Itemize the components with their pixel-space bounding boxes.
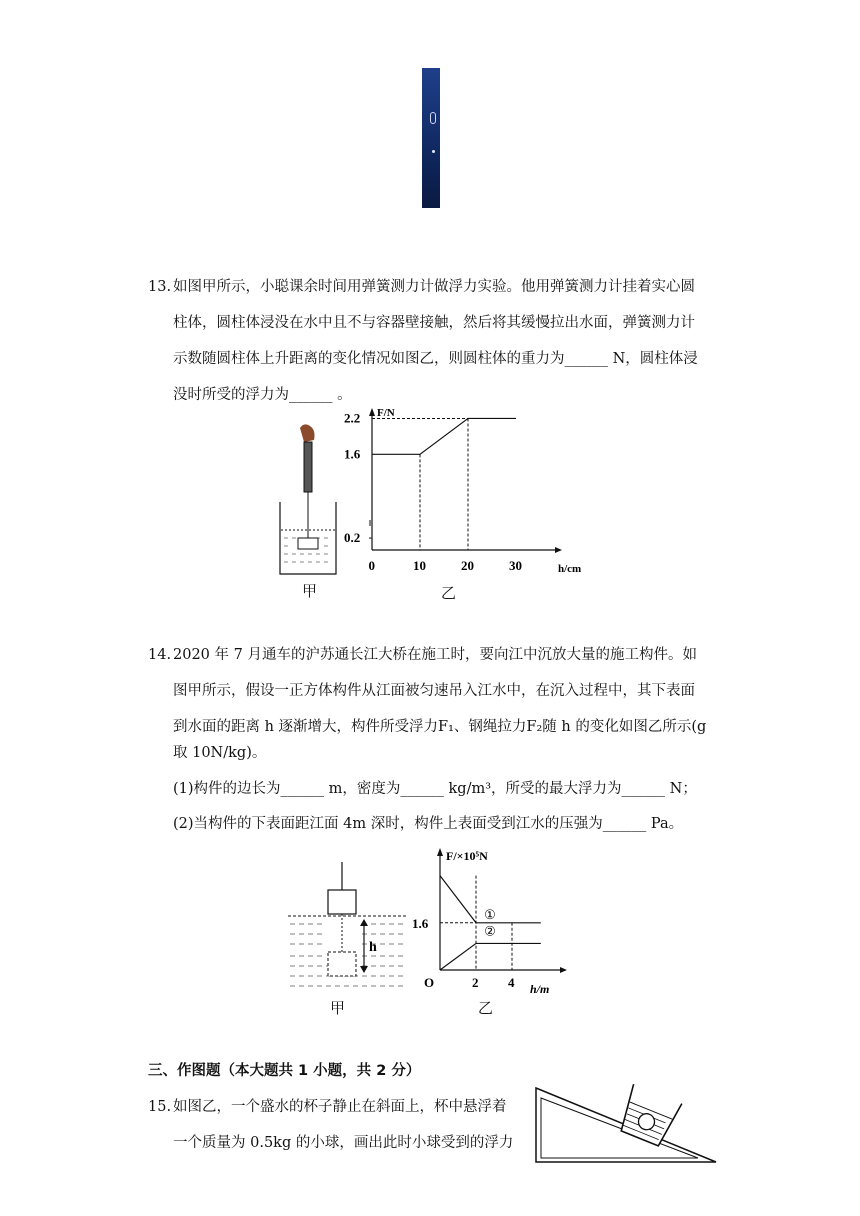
x-tick-label-0: 0	[368, 558, 375, 573]
question-13-number: 13.	[148, 279, 172, 295]
x-axis-label: h/m	[530, 982, 550, 996]
q14-component-diagram	[286, 862, 412, 992]
spring-scale	[304, 442, 312, 492]
x-axis-label: h/cm	[558, 563, 582, 575]
y-axis-label: F/N	[377, 407, 395, 419]
question-14-number: 14.	[148, 647, 172, 663]
q13-line-4: 没时所受的浮力为______ 。	[173, 387, 352, 403]
series-line	[372, 418, 516, 454]
q15-line-2: 一个质量为 0.5kg 的小球，画出此时小球受到的浮力	[173, 1135, 514, 1151]
y-tick-label-1.6: 1.6	[344, 446, 361, 462]
q14-caption-jia: 甲	[330, 999, 346, 1017]
q14-caption-yi: 乙	[478, 999, 494, 1017]
series-label-2: ②	[484, 923, 496, 939]
q13-apparatus-diagram	[272, 420, 342, 585]
y-tick-label-2.2: 2.2	[344, 410, 361, 426]
q13-line-2: 柱体，圆柱体浸没在水中且不与容器壁接触，然后将其缓慢拉出水面，弹簧测力计	[173, 315, 695, 331]
y-axis-arrow	[437, 848, 443, 856]
q14-line-6: (2)当构件的下表面距江面 4m 深时，构件上表面受到江水的压强为______ Pa。	[173, 816, 684, 832]
q14-force-depth-chart	[412, 842, 572, 997]
y-tick-label-1.6: 1.6	[412, 915, 429, 931]
q13-force-height-chart	[340, 400, 600, 582]
q15-incline-diagram	[530, 1080, 722, 1166]
x-tick-label-20: 20	[461, 558, 474, 573]
q14-line-4: 取 10N/kg)。	[173, 745, 267, 761]
component-in-water	[328, 952, 356, 976]
x-axis-arrow	[560, 967, 567, 973]
origin-label: O	[424, 975, 435, 990]
q13-line-1: 如图甲所示，小聪课余时间用弹簧测力计做浮力实验。他用弹簧测力计挂着实心圆	[173, 279, 695, 295]
x-axis-arrow	[555, 547, 562, 553]
h-label: h	[369, 940, 377, 955]
q13-line-3: 示数随圆柱体上升距离的变化情况如图乙，则圆柱体的重力为______ N，圆柱体浸	[173, 351, 698, 367]
y-axis-arrow	[369, 408, 375, 416]
q14-line-2: 图甲所示，假设一正方体构件从江面被匀速吊入江水中，在沉入过程中，其下表面	[173, 683, 695, 699]
q15-line-1: 如图乙，一个盛水的杯子静止在斜面上，杯中悬浮着	[173, 1099, 507, 1115]
q13-caption-yi: 乙	[441, 584, 457, 602]
ocean-photo	[422, 68, 440, 208]
x-tick-label-2: 2	[472, 975, 479, 990]
q14-line-3: 到水面的距离 h 逐渐增大，构件所受浮力F₁、钢绳拉力F₂随 h 的变化如图乙所示(g	[173, 719, 707, 735]
x-tick-label-4: 4	[508, 975, 515, 990]
section-3-heading: 三、作图题（本大题共 1 小题，共 2 分）	[148, 1063, 421, 1079]
hand-icon	[300, 424, 315, 442]
x-tick-label-30: 30	[509, 558, 522, 573]
cylinder-object	[298, 538, 318, 549]
component-above-water	[328, 890, 356, 914]
question-15-number: 15.	[148, 1099, 172, 1115]
q14-line-5: (1)构件的边长为______ m，密度为______ kg/m³，所受的最大浮力为______ N；	[173, 781, 697, 797]
y-axis-label: F/×10⁵N	[446, 849, 488, 863]
series-line-2	[440, 943, 541, 970]
series-label-1: ①	[484, 906, 496, 922]
x-tick-label-10: 10	[413, 558, 426, 573]
y-tick-label-0.2: 0.2	[344, 530, 361, 546]
q14-line-1: 2020 年 7 月通车的沪苏通长江大桥在施工时，要向江中沉放大量的施工构件。如	[173, 647, 697, 663]
q13-caption-jia: 甲	[302, 582, 318, 600]
